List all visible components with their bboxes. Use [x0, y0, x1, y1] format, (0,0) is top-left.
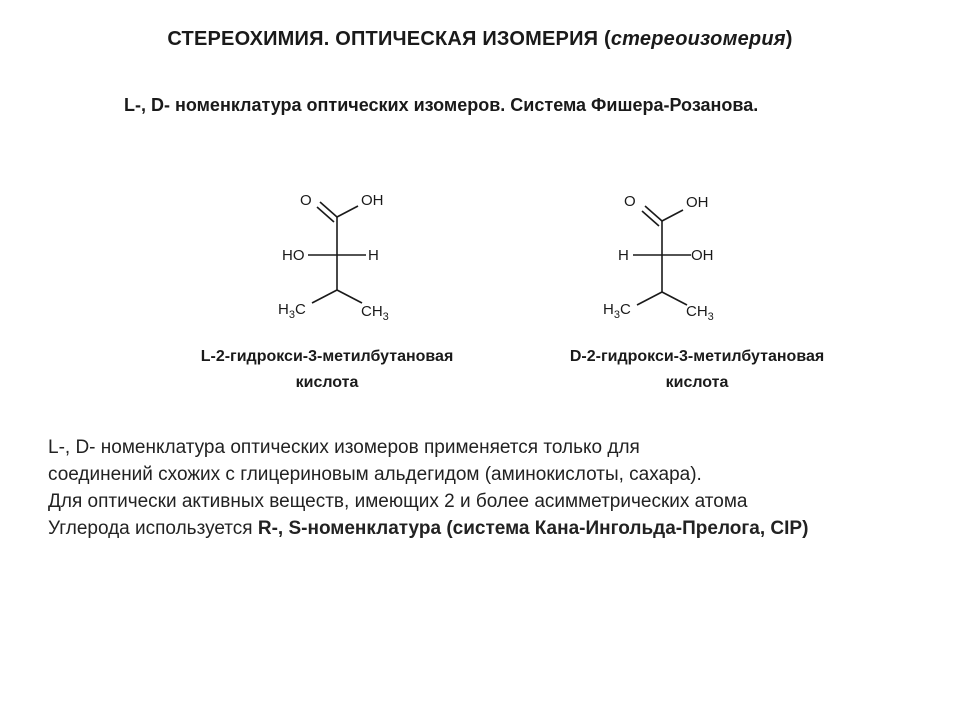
caption-d-line2: кислота — [665, 374, 729, 391]
para-line4-bold: R-, S-номенклатура (система Кана-Ингольда-Прелога, CIP) — [257, 518, 809, 539]
body-paragraph — [48, 434, 808, 542]
caption-l-line2: кислота — [295, 374, 359, 391]
atom-ho: HO — [282, 247, 305, 264]
title-main: СТЕРЕОХИМИЯ. ОПТИЧЕСКАЯ ИЗОМЕРИЯ — [167, 28, 599, 50]
atom-oh: OH — [686, 194, 709, 211]
bond-methyl-left — [637, 292, 662, 305]
title-paren-close: ) — [785, 28, 793, 50]
caption-d-isomer — [522, 344, 872, 396]
para-line3: Для оптически активных веществ, имеющих 2 и более асимметрических атома — [48, 491, 748, 512]
page-title — [0, 28, 960, 51]
para-line1: L-, D- номенклатура оптических изомеров применяется только для — [48, 437, 640, 458]
atom-oh-mid: OH — [691, 247, 714, 264]
para-line4 — [48, 515, 808, 542]
atom-h: H — [368, 247, 379, 264]
bond-c-oh — [662, 210, 683, 221]
bond-methyl-left — [312, 290, 337, 303]
title-italic: стереоизомерия — [610, 28, 786, 50]
para-line4-normal: Углерода используется — [48, 518, 258, 539]
para-line2: соединений схожих с глицериновым альдегидом (аминокислоты, сахара). — [48, 464, 702, 485]
caption-d-line1: D-2-гидрокси-3-метилбутановая — [569, 348, 825, 365]
bond-c-o-2 — [642, 211, 659, 226]
atom-o: O — [624, 193, 636, 210]
title-paren-open: ( — [598, 28, 611, 50]
caption-l-line1: L-2-гидрокси-3-метилбутановая — [200, 348, 454, 365]
atom-ch3: $CH_3$ — [686, 303, 714, 323]
atom-h3c: $H_3C$ — [278, 301, 306, 321]
bond-c-o-1 — [645, 206, 662, 221]
bond-c-o-1 — [320, 202, 337, 217]
atom-h: H — [618, 247, 629, 264]
atom-ch3: $CH_3$ — [361, 303, 389, 323]
atom-h3c: $H_3C$ — [603, 301, 631, 321]
structure-d-isomer — [585, 184, 745, 334]
bond-methyl-right — [337, 290, 362, 303]
bond-c-o-2 — [317, 207, 334, 222]
subtitle: L-, D- номенклатура оптических изомеров. Система Фишера-Розанова. — [124, 95, 759, 115]
bond-methyl-right — [662, 292, 687, 305]
caption-l-isomer — [152, 344, 502, 396]
structure-l-isomer — [260, 180, 420, 330]
bond-c-oh — [337, 206, 358, 217]
atom-oh: OH — [361, 192, 384, 209]
atom-o: O — [300, 192, 312, 209]
